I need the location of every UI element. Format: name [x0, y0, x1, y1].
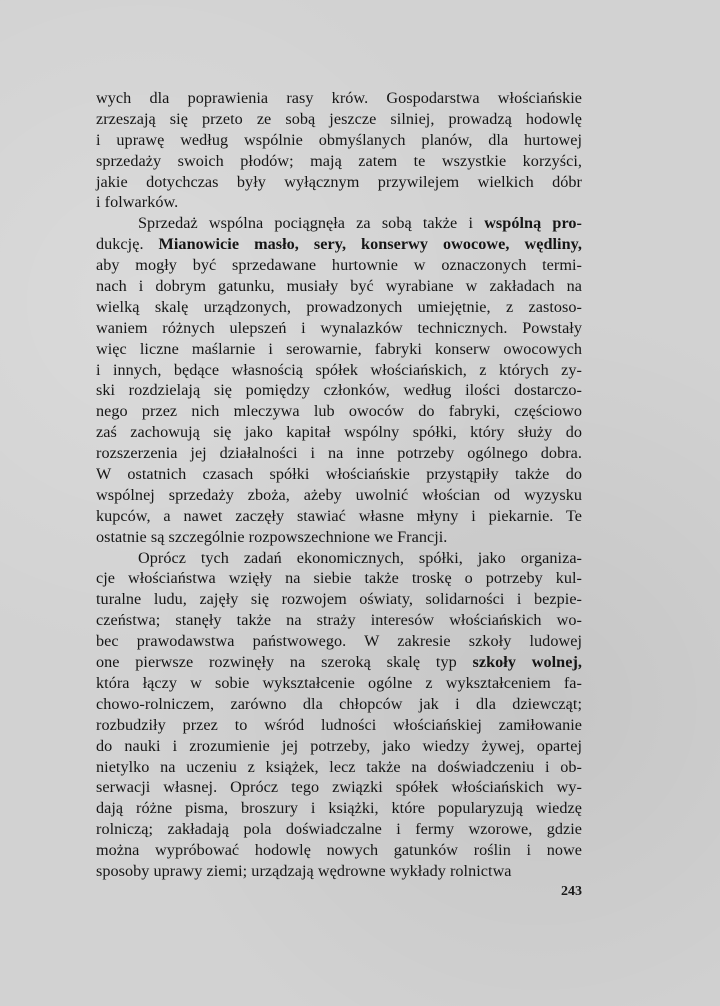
text-run: sprzedaży swoich płodów; mają zatem te wszystkie korzyści, [96, 151, 582, 170]
text-run: dają różne pisma, broszury i książki, które popularyzują wiedzę [96, 799, 582, 818]
text-line [96, 339, 582, 360]
text-run: i innych, będące własnością spółek włościańskich, z których zy- [96, 360, 582, 379]
text-run: wych dla poprawienia rasy krów. Gospodarstwa włościańskie [96, 89, 582, 107]
text-line [96, 213, 582, 234]
text-line [96, 88, 582, 109]
text-line [96, 464, 582, 485]
text-line [96, 840, 582, 861]
text-run: sposoby uprawy ziemi; urządzają wędrowne wykłady rolnictwa [96, 861, 512, 880]
text-line [96, 861, 582, 882]
text-run: Oprócz tych zadań ekonomicznych, spółki, jako organiza- [138, 548, 582, 567]
text-line [96, 109, 582, 130]
text-run: wielką skalę urządzonych, prowadzonych umiejętnie, z zastoso- [96, 297, 582, 316]
text-line [96, 610, 582, 631]
text-run: rozbudziły przez to wśród ludności włościańskiej zamiłowanie [96, 715, 582, 734]
text-line [96, 130, 582, 151]
text-line [96, 401, 582, 422]
text-line [96, 798, 582, 819]
text-line [96, 715, 582, 736]
text-run: czeństwa; stanęły także na straży interesów włościańskich wo- [96, 611, 582, 630]
text-line [96, 443, 582, 464]
text-run: nach i dobrym gatunku, musiały być wyrabiane w zakładach na [96, 277, 582, 296]
text-run: cje włościaństwa wzięły na siebie także troskę o potrzeby kul- [96, 569, 582, 588]
text-run: aby mogły być sprzedawane hurtownie w oznaczonych termi- [96, 256, 582, 275]
text-line [96, 234, 582, 255]
text-line [96, 276, 582, 297]
text-line [96, 757, 582, 778]
text-run: do nauki i zrozumienie jej potrzeby, jako wiedzy żywej, opartej [96, 736, 582, 755]
text-run: kupców, a nawet zaczęły stawiać własne młyny i piekarnie. Te [96, 506, 582, 525]
text-line [96, 506, 582, 527]
text-run: serwacji własnej. Oprócz tego związki spółek włościańskich wy- [96, 778, 582, 797]
text-line [96, 527, 582, 548]
text-run: waniem różnych ulepszeń i wynalazków technicznych. Powstały [96, 318, 582, 337]
bold-term: Mianowicie masło, sery, konserwy owocowe, wędliny, [143, 235, 582, 254]
body-text [96, 88, 582, 882]
text-run: bec prawodawstwa państwowego. W zakresie szkoły ludowej [96, 632, 582, 651]
text-run: one pierwsze rozwinęły na szeroką skalę typ [96, 653, 473, 672]
text-run: można wypróbować hodowlę nowych gatunków roślin i nowe [96, 841, 582, 860]
text-line [96, 255, 582, 276]
text-run: więc liczne maślarnie i serowarnie, fabryki konserw owocowych [96, 339, 582, 358]
text-line [96, 777, 582, 798]
text-line [96, 360, 582, 381]
text-run: rolniczą; zakładają pola doświadczalne i fermy wzorowe, gdzie [96, 820, 582, 839]
text-line [96, 422, 582, 443]
text-run: dukcję. [96, 235, 144, 254]
text-run: zaś zachowują się jako kapitał wspólny spółki, który służy do [96, 423, 582, 442]
text-line [96, 297, 582, 318]
text-line [96, 673, 582, 694]
text-run: nietylko na uczeniu z książek, lecz także na doświadczeniu i ob- [96, 757, 582, 776]
text-run: i uprawę według wspólnie obmyślanych planów, dla hurtowej [96, 130, 582, 149]
text-run: i folwarków. [96, 193, 179, 212]
text-run: która łączy w sobie wykształcenie ogólne z wykształceniem fa- [96, 673, 582, 692]
paragraph [96, 213, 582, 547]
text-run: rozszerzenia jej działalności i na inne potrzeby ogólnego dobra. [96, 444, 582, 463]
text-line [96, 192, 582, 213]
text-line [96, 151, 582, 172]
text-line [96, 819, 582, 840]
text-line [96, 568, 582, 589]
text-run: wspólnej sprzedaży zboża, ażeby uwolnić włościan od wyzysku [96, 485, 582, 504]
text-run: ski rozdzielają się pomiędzy członków, według ilości dostarczo- [96, 381, 582, 400]
text-line [96, 172, 582, 193]
text-line [96, 318, 582, 339]
text-line [96, 485, 582, 506]
text-line [96, 589, 582, 610]
page-number: 243 [561, 884, 582, 899]
text-run: ostatnie są szczególnie rozpowszechnione we Francji. [96, 527, 448, 546]
bold-term: szkoły wolnej, [472, 653, 582, 672]
text-line [96, 652, 582, 673]
paragraph [96, 548, 582, 882]
text-run: turalne ludu, zajęły się rozwojem oświaty, solidarności i bezpie- [96, 590, 582, 609]
text-run: nego przez nich mleczywa lub owoców do fabryki, częściowo [96, 402, 582, 421]
text-run: Sprzedaż wspólna pociągnęła za sobą także i [138, 214, 485, 233]
text-line [96, 694, 582, 715]
bold-term: wspólną pro- [484, 214, 582, 233]
text-line [96, 736, 582, 757]
paragraph [96, 88, 582, 213]
text-run: jakie dotychczas były wyłącznym przywilejem wielkich dóbr [96, 172, 582, 191]
text-run: chowo-rolniczem, zarówno dla chłopców jak i dla dziewcząt; [96, 694, 582, 713]
text-run: zrzeszają się przeto ze sobą jeszcze silniej, prowadzą hodowlę [96, 109, 582, 128]
text-run: W ostatnich czasach spółki włościańskie przystąpiły także do [96, 465, 582, 484]
text-line [96, 631, 582, 652]
text-line [96, 380, 582, 401]
text-line [96, 548, 582, 569]
